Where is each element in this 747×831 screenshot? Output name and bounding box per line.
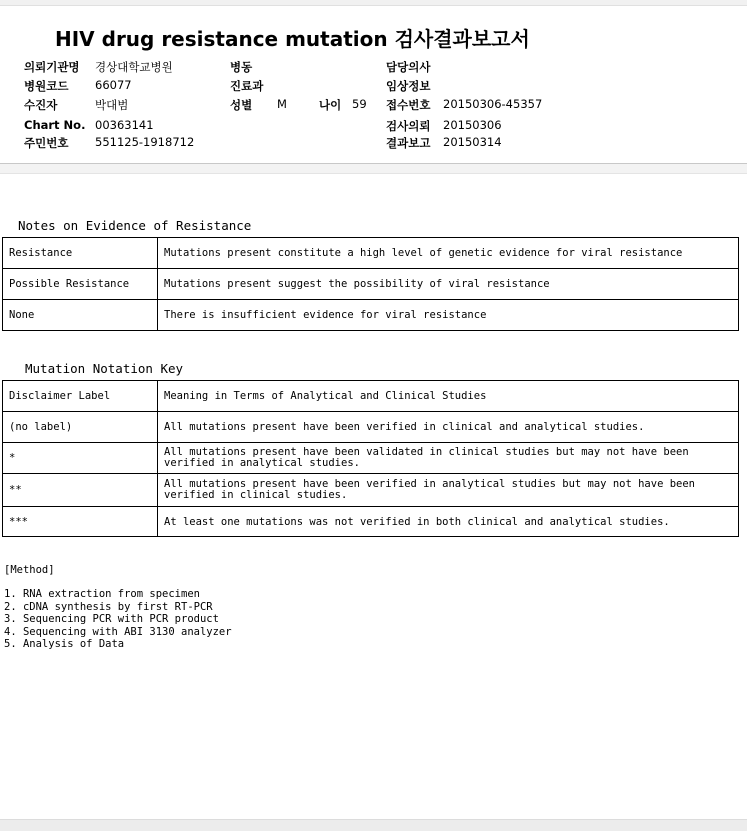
request-date-label: 검사의뢰 [386, 119, 431, 133]
report-header [0, 5, 747, 164]
recipient-label: 수진자 [24, 98, 58, 112]
bottom-border [0, 819, 747, 831]
report-title: HIV drug resistance mutation 검사결과보고서 [55, 27, 530, 51]
resident-no-value: 551125-1918712 [95, 135, 195, 149]
evidence-text-cell: There is insufficient evidence for viral resistance [158, 300, 739, 331]
list-item: 2. cDNA synthesis by first RT-PCR [4, 600, 213, 613]
notation-table [2, 380, 739, 537]
list-item: 1. RNA extraction from specimen [4, 588, 200, 600]
notation-label-cell: ** [3, 474, 158, 507]
hospital-code-value: 66077 [95, 78, 132, 92]
notation-label-cell: Disclaimer Label [3, 381, 158, 412]
notation-heading: Mutation Notation Key [25, 361, 184, 376]
list-item: 4. Sequencing with ABI 3130 analyzer [4, 625, 232, 638]
receipt-no-label: 접수번호 [386, 98, 431, 112]
notation-text-cell: At least one mutations was not verified in both clinical and analytical studies. [158, 507, 739, 537]
institution-label: 의뢰기관명 [24, 60, 80, 74]
chart-no-value: 00363141 [95, 118, 154, 132]
receipt-no-value: 20150306-45357 [443, 97, 543, 111]
result-date-value: 20150314 [443, 135, 502, 149]
hospital-code-label: 병원코드 [24, 79, 69, 93]
header-divider [0, 164, 747, 174]
notation-text-cell: All mutations present have been verified in clinical and analytical studies. [158, 412, 739, 443]
table-row [3, 300, 739, 331]
evidence-label-cell: Resistance [3, 238, 158, 269]
method-steps [4, 588, 232, 651]
list-item: 5. Analysis of Data [4, 638, 125, 650]
evidence-table [2, 237, 739, 331]
list-item: 3. Sequencing PCR with PCR product [4, 613, 219, 625]
age-value: 59 [352, 97, 367, 111]
table-row [3, 269, 739, 300]
request-date-value: 20150306 [443, 118, 502, 132]
age-label: 나이 [319, 98, 342, 112]
notation-text-cell: Meaning in Terms of Analytical and Clinical Studies [158, 381, 739, 412]
resident-no-label: 주민번호 [24, 136, 69, 150]
table-row [3, 474, 739, 507]
table-row [3, 238, 739, 269]
chart-no-label: Chart No. [24, 118, 86, 132]
notation-label-cell: (no label) [3, 412, 158, 443]
clinical-info-label: 임상정보 [386, 79, 431, 93]
table-row [3, 443, 739, 474]
evidence-heading: Notes on Evidence of Resistance [18, 218, 252, 233]
notation-label-cell: * [3, 443, 158, 474]
table-row [3, 507, 739, 537]
notation-text-cell: All mutations present have been validated in clinical studies but may not have been verified in analytical studies. [158, 443, 739, 474]
method-heading: [Method] [4, 564, 55, 576]
notation-text-cell: All mutations present have been verified in analytical studies but may not have been verified in clinical studies. [158, 474, 739, 507]
evidence-text-cell: Mutations present constitute a high level of genetic evidence for viral resistance [158, 238, 739, 269]
sex-value: M [277, 97, 287, 111]
evidence-text-cell: Mutations present suggest the possibility of viral resistance [158, 269, 739, 300]
department-label: 진료과 [230, 79, 264, 93]
table-row [3, 412, 739, 443]
recipient-value: 박대범 [95, 98, 129, 112]
notation-label-cell: *** [3, 507, 158, 537]
ward-label: 병동 [230, 60, 253, 74]
evidence-label-cell: None [3, 300, 158, 331]
doctor-label: 담당의사 [386, 60, 431, 74]
sex-label: 성별 [230, 98, 253, 112]
institution-value: 경상대학교병원 [95, 60, 173, 74]
table-row [3, 381, 739, 412]
evidence-label-cell: Possible Resistance [3, 269, 158, 300]
result-date-label: 결과보고 [386, 136, 431, 150]
